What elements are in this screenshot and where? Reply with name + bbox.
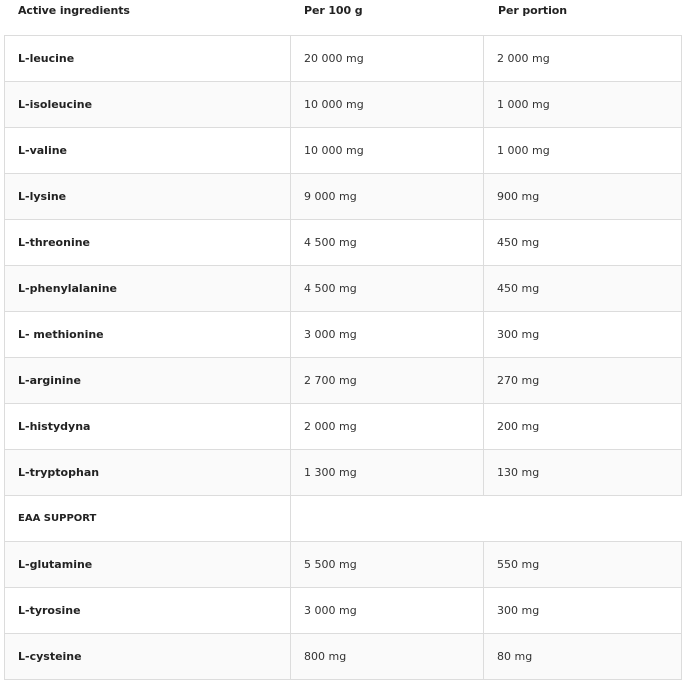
table-row [5, 542, 682, 588]
per-portion-value: 270 mg [484, 358, 682, 404]
table-row [5, 450, 682, 496]
per-portion-value: 300 mg [484, 312, 682, 358]
per-portion-value: 550 mg [484, 542, 682, 588]
per-100g-value: 1 300 mg [291, 450, 484, 496]
table-header [0, 0, 685, 34]
per-100g-value: 2 000 mg [291, 404, 484, 450]
per-portion-value: 80 mg [484, 634, 682, 680]
per-100g-value: 3 000 mg [291, 588, 484, 634]
table-row [5, 128, 682, 174]
ingredient-name: L-tyrosine [5, 588, 291, 634]
ingredient-name: L-phenylalanine [5, 266, 291, 312]
per-portion-value: 200 mg [484, 404, 682, 450]
per-portion-value: 1 000 mg [484, 82, 682, 128]
per-100g-value: 2 700 mg [291, 358, 484, 404]
per-100g-value: 10 000 mg [291, 128, 484, 174]
per-100g-value: 9 000 mg [291, 174, 484, 220]
per-100g-value: 20 000 mg [291, 36, 484, 82]
per-100g-value: 5 500 mg [291, 542, 484, 588]
per-portion-value: 450 mg [484, 220, 682, 266]
section-label: EAA SUPPORT [5, 496, 291, 542]
table-row [5, 220, 682, 266]
ingredient-name: L-tryptophan [5, 450, 291, 496]
ingredient-name: L-valine [5, 128, 291, 174]
section-row [5, 496, 682, 542]
header-active-ingredients: Active ingredients [18, 4, 130, 17]
table-row [5, 82, 682, 128]
table-row [5, 174, 682, 220]
per-100g-value: 4 500 mg [291, 220, 484, 266]
ingredients-table [4, 35, 682, 680]
table-row [5, 312, 682, 358]
ingredient-name: L-cysteine [5, 634, 291, 680]
per-100g-value: 3 000 mg [291, 312, 484, 358]
ingredient-name: L-histydyna [5, 404, 291, 450]
per-100g-value: 10 000 mg [291, 82, 484, 128]
ingredient-name: L-arginine [5, 358, 291, 404]
ingredient-name: L-isoleucine [5, 82, 291, 128]
header-per-portion: Per portion [498, 4, 567, 17]
table-row [5, 36, 682, 82]
table-row [5, 358, 682, 404]
table-row [5, 266, 682, 312]
per-portion-value: 300 mg [484, 588, 682, 634]
section-blank-cell [291, 496, 682, 542]
ingredient-name: L-glutamine [5, 542, 291, 588]
per-portion-value: 450 mg [484, 266, 682, 312]
per-100g-value: 800 mg [291, 634, 484, 680]
table-row [5, 634, 682, 680]
ingredient-name: L-leucine [5, 36, 291, 82]
per-portion-value: 1 000 mg [484, 128, 682, 174]
ingredient-name: L- methionine [5, 312, 291, 358]
per-portion-value: 130 mg [484, 450, 682, 496]
per-portion-value: 2 000 mg [484, 36, 682, 82]
header-per-100g: Per 100 g [304, 4, 363, 17]
table-row [5, 588, 682, 634]
ingredient-name: L-threonine [5, 220, 291, 266]
per-100g-value: 4 500 mg [291, 266, 484, 312]
table-row [5, 404, 682, 450]
ingredient-name: L-lysine [5, 174, 291, 220]
per-portion-value: 900 mg [484, 174, 682, 220]
